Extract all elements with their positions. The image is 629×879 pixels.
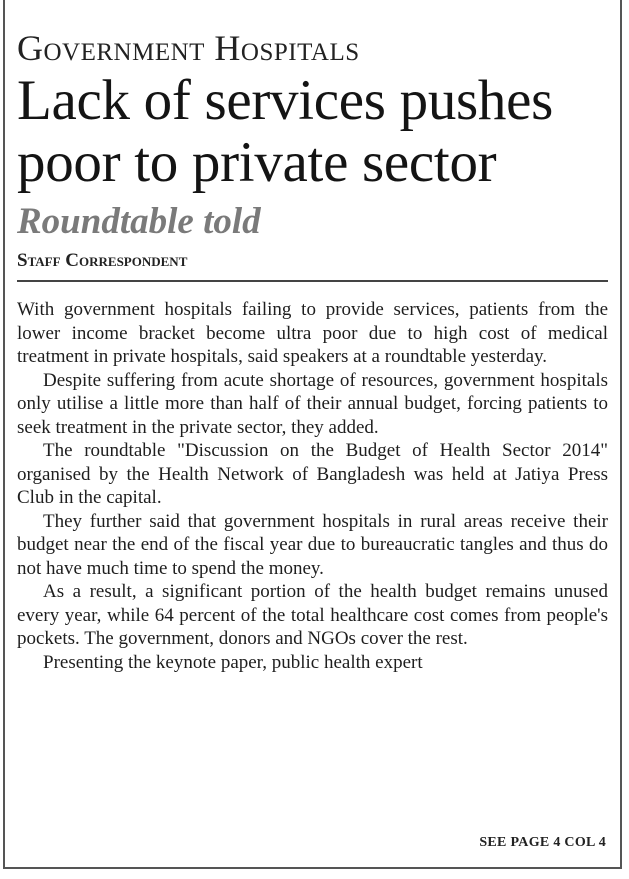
paragraph-3: The roundtable "Discussion on the Budget of Health Sector 2014" organised by the Health Network of Bangladesh was held at Jatiya Press Club in the capital. <box>17 440 608 508</box>
subheadline: Roundtable told <box>17 201 261 242</box>
jump-line: SEE PAGE 4 COL 4 <box>479 835 606 850</box>
news-clipping <box>3 0 622 869</box>
paragraph-4: They further said that government hospitals in rural areas receive their budget near the end of the fiscal year due to bureaucratic tangles and thus do not have much time to spend the money. <box>17 510 608 579</box>
headline: Lack of services pushes poor to private sector <box>17 69 553 194</box>
paragraph-5: As a result, a significant portion of the health budget remains unused every year, while 64 percent of the total healthcare cost comes from people's pockets. The government, donors and NGOs cover the rest. <box>17 581 608 649</box>
article <box>17 0 608 867</box>
paragraph-2: Despite suffering from acute shortage of resources, government hospitals only utilise a little more than half of their annual budget, forcing patients to seek treatment in the private sector, they added. <box>17 369 608 438</box>
paragraph-1: With government hospitals failing to provide services, patients from the lower income bracket become ultra poor due to high cost of medical treatment in private hospitals, said speakers at a roundtable yesterday. <box>17 299 608 367</box>
kicker: Government Hospitals <box>17 28 360 68</box>
paragraph-6: Presenting the keynote paper, public health expert <box>43 651 423 673</box>
byline: Staff Correspondent <box>17 250 608 282</box>
article-body <box>17 298 608 674</box>
